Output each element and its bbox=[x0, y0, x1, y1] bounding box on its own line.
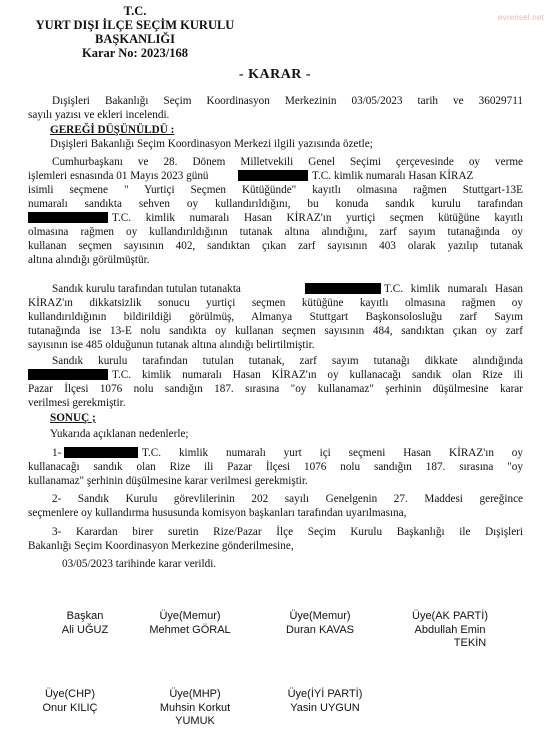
signature-name-cont: TEKİN bbox=[453, 637, 487, 649]
item1-number: 1- bbox=[52, 447, 62, 459]
p2-line-5: sayısının ise 485 olduğunun tutanak altına alındığı belirtilmiştir. bbox=[28, 339, 315, 351]
signature-member-chp bbox=[15, 688, 125, 715]
redacted-id-box bbox=[28, 369, 108, 380]
signature-member-iyi-parti bbox=[265, 688, 385, 715]
p2-line-1-end: T.C. kimlik numaralı Hasan bbox=[384, 283, 523, 295]
document-title: - KARAR - bbox=[238, 67, 312, 82]
signature-name: Muhsin Korkut bbox=[159, 701, 231, 714]
p2-line-4: tutanağında ise 13-E nolu sandıkta oy kullanan seçmen sayısının 484, sandıktan çıkan oy zarf bbox=[28, 325, 523, 337]
signature-member-civil-2 bbox=[265, 610, 375, 637]
item1-line-1: T.C. kimlik numaralı yurt içi seçmeni Hasan KİRAZ'ın oy bbox=[142, 447, 523, 459]
sonuc-intro: Yukarıda açıklanan nedenlerle; bbox=[50, 428, 189, 440]
signature-role: Üye(Memur) bbox=[289, 610, 351, 622]
watermark: evrensel.net bbox=[498, 13, 544, 22]
p1-line-6: olmasına rağmen oy kullandırıldığının tutanak altına alındığını, zarf sayım tutanağında oy bbox=[28, 226, 523, 238]
p3-line-2: T.C. kimlik numaralı Hasan KİRAZ'ın oy kullanacağı sandık olan Rize ili bbox=[112, 369, 523, 381]
signature-member-mhp bbox=[135, 688, 255, 729]
p2-line-2: KİRAZ'ın dikkatsizlik sonucu yurtiçi seçmen kütüğüne kayıtlı olmasına rağmen oy bbox=[28, 297, 523, 309]
p1-line-2-start: işlemleri esnasında 01 Mayıs 2023 günü bbox=[28, 170, 209, 182]
p1-line-7: kullanan seçmen sayısının 402, sandıktan çıkan zarf sayısının 403 olarak yazılıp tutanak bbox=[28, 240, 523, 252]
signature-role: Üye(AK PARTİ) bbox=[412, 610, 488, 622]
signature-name: Mehmet GÖRAL bbox=[149, 623, 231, 636]
p3-line-3: Pazar İlçesi 1076 nolu sandığın 187. sırasına "oy kullanamaz" şerhinin düşülmesine karar bbox=[28, 383, 523, 395]
item2-line-1: 2- Sandık Kurulu görevlilerinin 202 sayılı Genelgenin 27. Maddesi gereğince bbox=[52, 493, 523, 505]
redacted-id-box bbox=[305, 283, 381, 294]
signature-name: Duran KAVAS bbox=[285, 623, 355, 636]
p3-line-4: verilmesi gerekmiştir. bbox=[28, 397, 126, 409]
signature-member-civil-1 bbox=[130, 610, 250, 637]
signature-role: Başkan bbox=[66, 610, 104, 622]
p1-line-5: T.C. kimlik numaralı Hasan KİRAZ'ın yurtiçi seçmen kütüğüne kayıtlı bbox=[112, 212, 523, 224]
summary-line: Dışişleri Bakanlığı Seçim Koordinasyon Merkezi ilgili yazısında özetle; bbox=[50, 138, 373, 150]
geregi-heading: GEREĞİ DÜŞÜNÜLDÜ : bbox=[50, 124, 175, 136]
intro-line-1: Dışişleri Bakanlığı Seçim Koordinasyon Merkezinin 03/05/2023 tarih ve 36029711 bbox=[52, 95, 523, 107]
header-tc: T.C. bbox=[123, 4, 147, 18]
signature-role: Üye(İYİ PARTİ) bbox=[287, 688, 363, 700]
signature-chair bbox=[30, 610, 140, 637]
signature-name: Abdullah Emin bbox=[414, 623, 486, 636]
sonuc-heading: SONUÇ ; bbox=[50, 412, 96, 424]
p1-line-4: numaralı sandıkta sehven oy kullandırıldığını, bu konuda sandık kurulu tarafından bbox=[28, 198, 523, 210]
signature-name: Yasin UYGUN bbox=[290, 701, 360, 714]
item2-line-2: seçmenlere oy kullandırma hususunda komisyon başkanları tarafından uyarılmasına, bbox=[28, 507, 407, 519]
p2-line-1-start: Sandık kurulu tarafından tutulan tutanakta bbox=[52, 283, 241, 295]
signature-name-cont: YUMUK bbox=[175, 715, 215, 727]
p1-line-3: isimli seçmene " Yurtiçi Seçmen Kütüğünde" kayıtlı olmasına rağmen Stuttgart-13E bbox=[28, 184, 523, 196]
redacted-id-box bbox=[238, 170, 308, 181]
item3-line-1: 3- Karardan birer suretin Rize/Pazar İlçe Seçim Kurulu Başkanlığı ile Dışişleri bbox=[52, 526, 523, 538]
p1-line-1: Cumhurbaşkanı ve 28. Dönem Milletvekili Genel Seçimi çerçevesinde oy verme bbox=[52, 156, 523, 168]
item1-line-3: kullanamaz" şerhinin düşülmesine karar verilmesi gerekmiştir. bbox=[28, 475, 308, 487]
p2-line-3: kullandırıldığının bildirildiği görülmüş, Almanya Stuttgart Başkonsolosluğu zarf Sayım bbox=[28, 311, 523, 323]
signature-role: Üye(CHP) bbox=[44, 688, 96, 700]
p1-line-8: altına alındığı görülmüştür. bbox=[28, 254, 150, 266]
redacted-id-box bbox=[28, 212, 108, 223]
item3-line-2: Bakanlığı Seçim Koordinasyon Merkezine gönderilmesine, bbox=[28, 540, 294, 552]
signature-role: Üye(Memur) bbox=[159, 610, 221, 622]
signature-name: Ali UĞUZ bbox=[61, 623, 109, 636]
p3-line-1: Sandık kurulu tarafından tutulan tutanak, zarf sayım tutanağı dikkate alındığında bbox=[52, 355, 523, 367]
signature-name: Onur KILIÇ bbox=[42, 701, 98, 714]
decision-date-line: 03/05/2023 tarihinde karar verildi. bbox=[62, 558, 217, 570]
p1-line-2-end: T.C. kimlik numaralı Hasan KİRAZ bbox=[312, 170, 474, 182]
signature-member-ak-parti bbox=[385, 610, 515, 651]
header-presidency: BAŞKANLIĞI bbox=[95, 32, 175, 46]
header-board-name: YURT DIŞI İLÇE SEÇİM KURULU bbox=[35, 18, 235, 32]
redacted-id-box bbox=[64, 447, 138, 458]
header-decision-number: Karar No: 2023/168 bbox=[81, 46, 188, 60]
signature-role: Üye(MHP) bbox=[169, 688, 221, 700]
item1-line-2: kullanacağı sandık olan Rize ili Pazar İlçesi 1076 nolu sandığın 187. sırasına "oy bbox=[28, 461, 523, 473]
intro-line-2: sayılı yazısı ve ekleri incelendi. bbox=[28, 109, 170, 121]
